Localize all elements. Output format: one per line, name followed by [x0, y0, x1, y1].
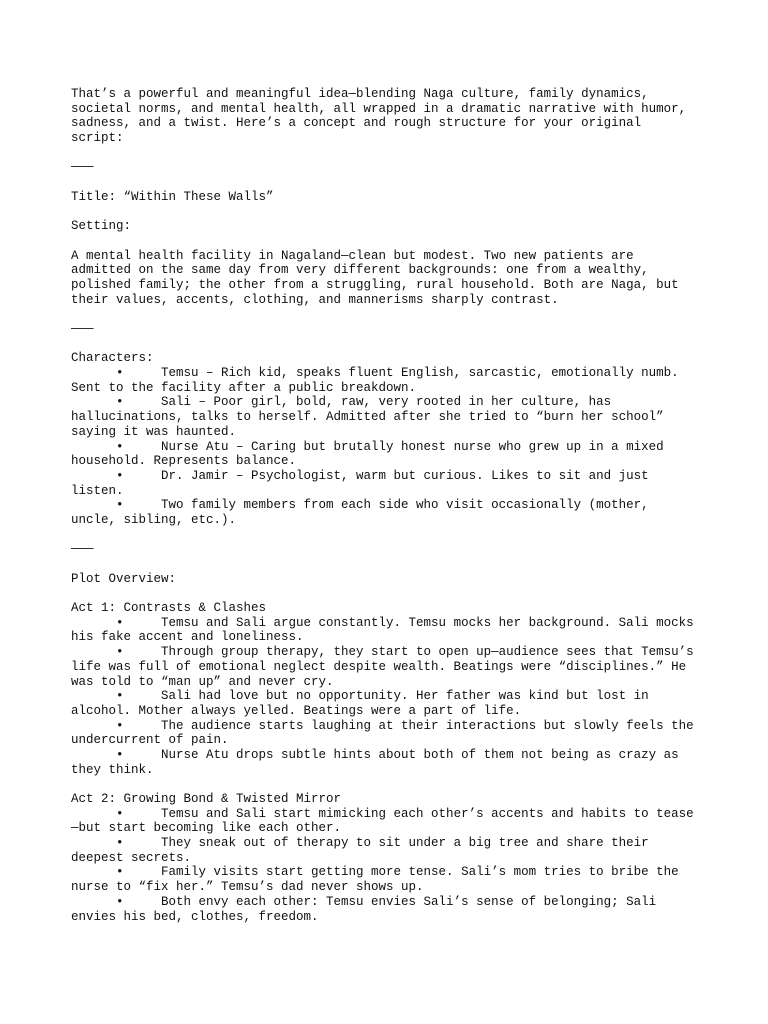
act2-line: envies his bed, clothes, freedom. [71, 909, 319, 924]
setting-line: A mental health facility in Nagaland—clean but modest. Two new patients are [71, 248, 634, 263]
intro-line: sadness, and a twist. Here’s a concept and rough structure for your original [71, 116, 642, 131]
intro-line: That’s a powerful and meaningful idea—blending Naga culture, family dynamics, [71, 87, 649, 101]
setting-heading: Setting: [71, 219, 132, 234]
character-line: • Dr. Jamir – Psychologist, warm but curious. Likes to sit and just [71, 468, 649, 483]
act2-line: • Temsu and Sali start mimicking each other’s accents and habits to tease [71, 806, 694, 821]
act2-line: nurse to “fix her.” Temsu’s dad never shows up. [71, 880, 424, 895]
intro-line: societal norms, and mental health, all wrapped in a dramatic narrative with humor, [71, 101, 687, 116]
character-line: household. Represents balance. [71, 454, 297, 469]
character-line: uncle, sibling, etc.). [71, 512, 237, 527]
separator-2: ——— [71, 322, 94, 336]
act2-line: • Both envy each other: Temsu envies Sali’s sense of belonging; Sali [71, 894, 657, 909]
act2-heading: Act 2: Growing Bond & Twisted Mirror [71, 792, 342, 806]
characters-heading: Characters: [71, 351, 154, 366]
character-line: • Two family members from each side who visit occasionally (mother, [71, 498, 649, 513]
act1-line: • The audience starts laughing at their interactions but slowly feels the [71, 718, 694, 733]
setting-line: their values, accents, clothing, and mannerisms sharply contrast. [71, 292, 559, 307]
character-line: listen. [71, 483, 124, 498]
separator-1: ——— [71, 160, 94, 175]
act1-list [71, 616, 711, 778]
act1-line: alcohol. Mother always yelled. Beatings were a part of life. [71, 703, 522, 718]
character-line: • Temsu – Rich kid, speaks fluent English, sarcastic, emotionally numb. [71, 366, 679, 381]
characters-list [71, 366, 711, 528]
character-line: • Nurse Atu – Caring but brutally honest nurse who grew up in a mixed [71, 439, 664, 454]
setting-line: admitted on the same day from very different backgrounds: one from a wealthy, [71, 263, 649, 278]
act1-line: • Sali had love but no opportunity. Her father was kind but lost in [71, 689, 649, 704]
act1-line: undercurrent of pain. [71, 733, 229, 748]
act1-line: they think. [71, 762, 154, 777]
character-line: Sent to the facility after a public breakdown. [71, 380, 417, 395]
act1-line: his fake accent and loneliness. [71, 630, 304, 645]
act1-line: life was full of emotional neglect despite wealth. Beatings were “disciplines.” He [71, 659, 687, 674]
setting-line: polished family; the other from a struggling, rural household. Both are Naga, but [71, 277, 679, 292]
intro-paragraph [71, 87, 711, 146]
act1-line: was told to “man up” and never cry. [71, 674, 334, 689]
plot-heading: Plot Overview: [71, 571, 177, 586]
character-line: saying it was haunted. [71, 424, 237, 439]
character-line: • Sali – Poor girl, bold, raw, very rooted in her culture, has [71, 395, 612, 410]
intro-line: script: [71, 131, 124, 146]
act2-line: • They sneak out of therapy to sit under a big tree and share their [71, 836, 649, 851]
character-line: hallucinations, talks to herself. Admitted after she tried to “burn her school” [71, 410, 664, 425]
document-page [71, 87, 711, 924]
script-title: Title: “Within These Walls” [71, 189, 274, 204]
act2-line: deepest secrets. [71, 850, 192, 865]
act2-line: —but start becoming like each other. [71, 821, 342, 836]
separator-3: ——— [71, 542, 94, 557]
act2-list [71, 807, 711, 925]
act2-line: • Family visits start getting more tense. Sali’s mom tries to bribe the [71, 865, 679, 880]
act1-line: • Through group therapy, they start to open up—audience sees that Temsu’s [71, 645, 694, 660]
act1-heading: Act 1: Contrasts & Clashes [71, 601, 267, 616]
act1-line: • Nurse Atu drops subtle hints about both of them not being as crazy as [71, 747, 679, 762]
setting-paragraph [71, 249, 711, 308]
act1-line: • Temsu and Sali argue constantly. Temsu mocks her background. Sali mocks [71, 615, 694, 630]
